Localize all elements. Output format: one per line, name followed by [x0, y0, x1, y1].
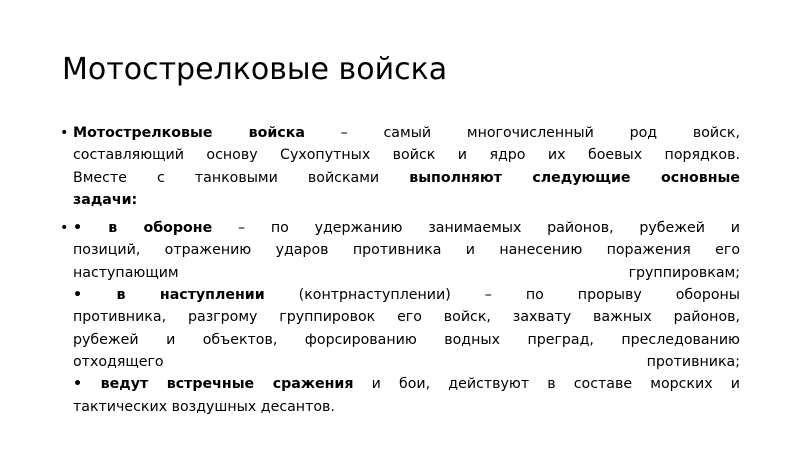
text-run: – по удержанию занимаемых районов, рубежей и — [212, 220, 740, 237]
term-bold: задачи: — [73, 191, 138, 208]
term-bold: • ведут встречные сражения — [73, 376, 354, 393]
text-line — [73, 167, 740, 189]
text-line: наступающим группировкам; — [73, 264, 740, 281]
text-line — [73, 217, 740, 239]
text-line — [73, 373, 740, 395]
text-run: (контрнаступлении) – по прорыву обороны — [264, 287, 741, 304]
bullet-item — [60, 122, 740, 211]
text-line — [73, 284, 740, 306]
text-run: – самый многочисленный род войск, — [304, 125, 740, 141]
text-run: Вместе с танковыми войсками — [73, 169, 410, 186]
bullet-dot: • — [60, 220, 69, 237]
text-line: тактических воздушных десантов. — [73, 398, 335, 415]
bullet-list — [60, 122, 740, 418]
term-bold: • в обороне — [73, 220, 213, 237]
text-line — [73, 122, 740, 144]
bullet-dot: • — [60, 125, 69, 141]
text-line: рубежей и объектов, форсированию водных преград, преследованию — [73, 331, 740, 348]
text-line — [73, 189, 740, 211]
text-line: отходящего противника; — [73, 353, 740, 370]
bullet-item — [60, 217, 740, 418]
term-bold: Мотострелковые войска — [73, 125, 305, 141]
term-bold: выполняют следующие основные — [409, 169, 740, 186]
term-bold: • в наступлении — [73, 287, 265, 304]
text-line: противника, разгрому группировок его войск, захвату важных районов, — [73, 309, 740, 326]
text-run: и бои, действуют в составе морских и — [353, 376, 740, 393]
text-line: позиций, отражению ударов противника и нанесению поражения его — [73, 242, 740, 259]
slide-title: Мотострелковые войска — [62, 52, 448, 87]
text-line: составляющий основу Сухопутных войск и ядро их боевых порядков. — [73, 147, 740, 164]
